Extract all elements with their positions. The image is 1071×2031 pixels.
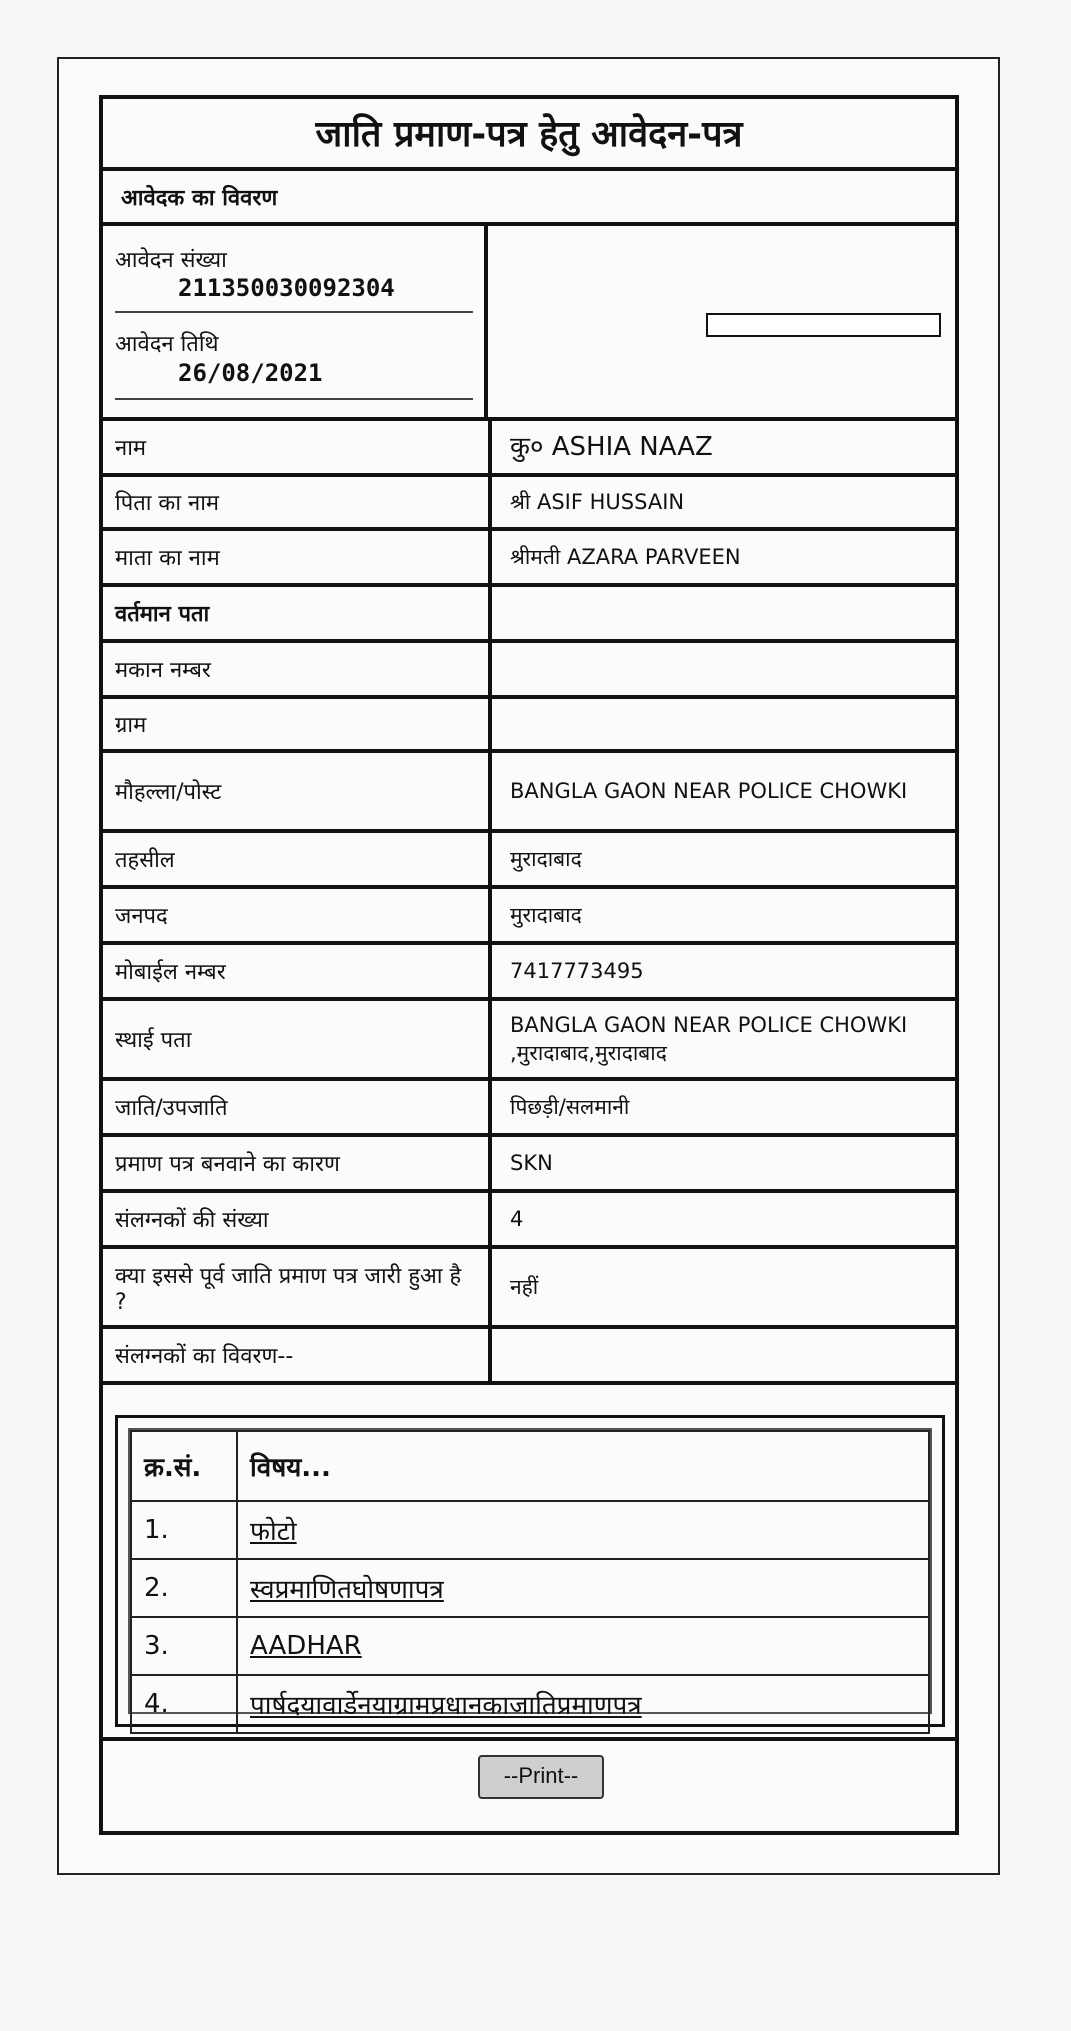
divider [115, 398, 473, 400]
table-row [103, 1249, 955, 1329]
row-value [492, 1329, 955, 1381]
row-value: नहीं [510, 1275, 539, 1299]
row-value: 7417773495 [510, 959, 644, 983]
table-row [103, 889, 955, 945]
application-info-cell [103, 226, 488, 417]
table-row [103, 753, 955, 833]
table-row [103, 531, 955, 587]
attachment-row [131, 1559, 929, 1617]
row-label: जाति/उपजाति [103, 1081, 492, 1133]
row-label: मकान नम्बर [103, 643, 492, 695]
table-row [103, 1329, 955, 1385]
row-label: जनपद [103, 889, 492, 941]
print-area [103, 1741, 955, 1831]
attachment-subject-cell [237, 1501, 929, 1559]
row-value: श्रीमती AZARA PARVEEN [510, 545, 741, 569]
table-row [103, 477, 955, 531]
application-number-label: आवेदन संख्या [115, 248, 227, 273]
row-label: पिता का नाम [103, 477, 492, 527]
table-row [103, 1193, 955, 1249]
row-label: प्रमाण पत्र बनवाने का कारण [103, 1137, 492, 1189]
divider [115, 311, 473, 313]
photo-placeholder-box [706, 313, 941, 337]
table-row [103, 421, 955, 477]
table-row [103, 1081, 955, 1137]
attachments-frame [115, 1415, 945, 1727]
row-value: पिछड़ी/सलमानी [510, 1095, 630, 1119]
table-row [103, 945, 955, 1001]
print-button[interactable]: --Print-- [478, 1755, 604, 1799]
row-label: वर्तमान पता [103, 587, 492, 639]
row-value: मुरादाबाद [510, 847, 582, 871]
attachment-link[interactable]: फोटो [250, 1517, 297, 1547]
attachments-table [130, 1430, 930, 1734]
caste-certificate-application-form [99, 95, 959, 1835]
row-value: कु० ASHIA NAAZ [510, 432, 713, 462]
row-label: संलग्नकों का विवरण-- [103, 1329, 492, 1381]
attachment-link[interactable]: स्वप्रमाणितघोषणापत्र [250, 1575, 444, 1605]
row-label: माता का नाम [103, 531, 492, 583]
row-label: क्या इससे पूर्व जाति प्रमाण पत्र जारी हुआ है ? [103, 1249, 492, 1325]
row-label: ग्राम [103, 699, 492, 749]
row-label: स्थाई पता [103, 1001, 492, 1077]
table-row [103, 833, 955, 889]
row-value [492, 643, 955, 695]
attachments-section [103, 1405, 955, 1741]
table-row [103, 587, 955, 643]
row-value [492, 587, 955, 639]
row-value: 4 [510, 1207, 524, 1231]
col-serial-header: क्र.सं. [131, 1431, 237, 1501]
table-row [103, 699, 955, 753]
attachments-header-row [131, 1431, 929, 1501]
row-label: नाम [103, 421, 492, 473]
row-value: BANGLA GAON NEAR POLICE CHOWKI [510, 779, 908, 803]
form-title: जाति प्रमाण-पत्र हेतु आवेदन-पत्र [103, 99, 955, 171]
row-label: तहसील [103, 833, 492, 885]
application-number: 211350030092304 [178, 274, 395, 302]
row-label: मोबाईल नम्बर [103, 945, 492, 997]
table-row [103, 1001, 955, 1081]
attachment-row [131, 1617, 929, 1675]
attachment-row [131, 1501, 929, 1559]
attachment-link[interactable]: AADHAR [250, 1631, 362, 1661]
attachment-subject-cell [237, 1675, 929, 1733]
attachment-subject-cell [237, 1617, 929, 1675]
col-subject-header: विषय... [237, 1431, 929, 1501]
attachment-link[interactable]: पार्षदयावार्डेनयाग्रामप्रधानकाजातिप्रमाणपत्र [250, 1691, 642, 1721]
table-row [103, 643, 955, 699]
attachments-table-wrap [128, 1428, 932, 1721]
row-label: संलग्नकों की संख्या [103, 1193, 492, 1245]
row-value: BANGLA GAON NEAR POLICE CHOWKI ,मुरादाबाद,मुरादाबाद [510, 1013, 908, 1065]
row-value [492, 699, 955, 749]
attachment-subject-cell [237, 1559, 929, 1617]
details-table [103, 421, 955, 1385]
table-row [103, 1137, 955, 1193]
row-label: मौहल्ला/पोस्ट [103, 753, 492, 829]
row-value: श्री ASIF HUSSAIN [510, 490, 685, 514]
attachment-serial: 3. [131, 1617, 237, 1675]
row-value: SKN [510, 1151, 553, 1175]
attachment-serial: 1. [131, 1501, 237, 1559]
attachment-serial: 2. [131, 1559, 237, 1617]
application-date-label: आवेदन तिथि [115, 332, 219, 357]
row-value: मुरादाबाद [510, 903, 582, 927]
application-date: 26/08/2021 [178, 359, 323, 387]
attachment-serial: 4. [131, 1675, 237, 1733]
attachment-row [131, 1675, 929, 1733]
section-title: आवेदक का विवरण [103, 171, 955, 226]
application-details [103, 226, 955, 421]
